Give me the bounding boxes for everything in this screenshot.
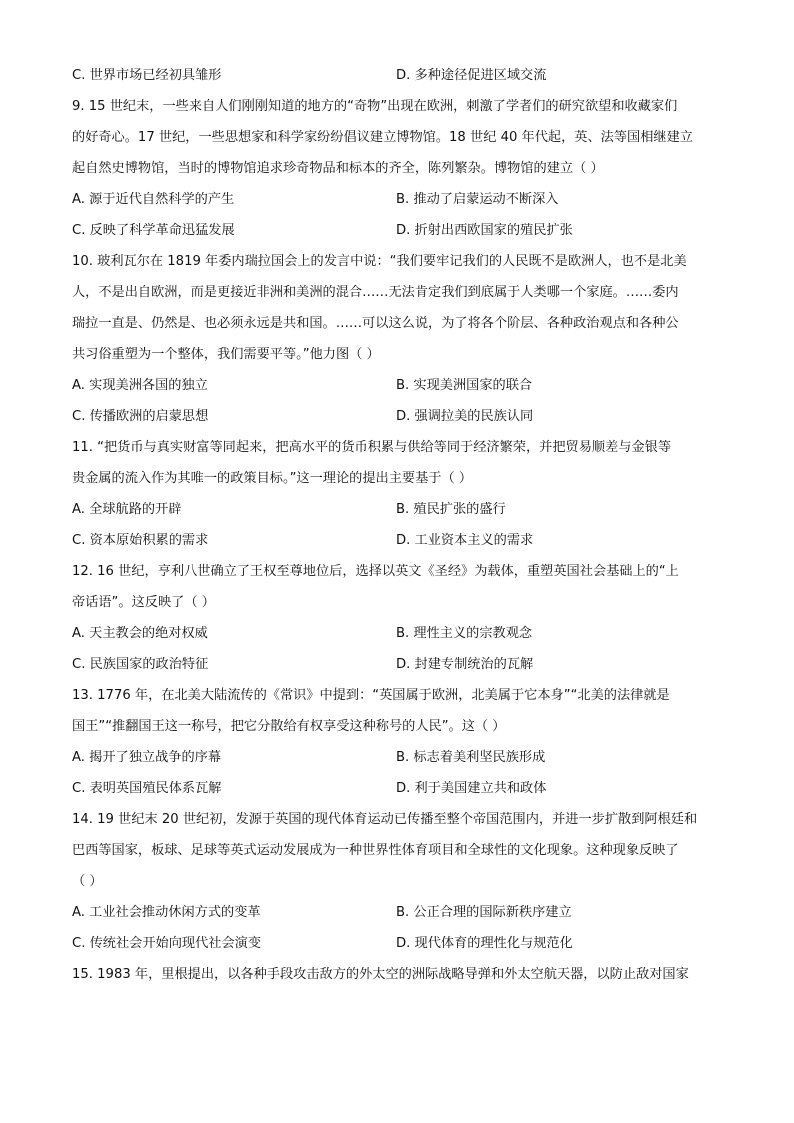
option-left: A. 天主教会的绝对权威 bbox=[72, 626, 208, 641]
option-right: D. 现代体育的理性化与规范化 bbox=[396, 936, 573, 951]
question-stem bbox=[72, 959, 722, 990]
option-left: C. 传播欧洲的启蒙思想 bbox=[72, 409, 209, 424]
option-left: C. 表明英国殖民体系瓦解 bbox=[72, 781, 222, 796]
option-row bbox=[72, 401, 722, 432]
question-line: 起自然史博物馆，当时的博物馆追求珍奇物品和标本的齐全，陈列繁杂。博物馆的建立（ ） bbox=[72, 161, 604, 176]
question-line: 13. 1776 年，在北美大陆流传的《常识》中提到：“英国属于欧洲，北美属于它本身”“北美的法律就是 bbox=[72, 688, 670, 703]
question-line: 11. “把货币与真实财富等同起来，把高水平的货币积累与供给等同于经济繁荣，并把贸易顺差与金银等 bbox=[72, 440, 672, 455]
question-stem bbox=[72, 680, 722, 742]
option-row bbox=[72, 494, 722, 525]
option-row bbox=[72, 742, 722, 773]
question-line: 10. 玻利瓦尔在 1819 年委内瑞拉国会上的发言中说：“我们要牢记我们的人民既不是欧洲人，也不是北美 bbox=[72, 254, 687, 269]
exam-page bbox=[72, 60, 722, 990]
option-row bbox=[72, 618, 722, 649]
option-right: D. 多种途径促进区域交流 bbox=[396, 68, 547, 83]
option-left: A. 揭开了独立战争的序幕 bbox=[72, 750, 222, 765]
option-row bbox=[72, 773, 722, 804]
question-line: 9. 15 世纪末，一些来自人们刚刚知道的地方的“奇物”出现在欧洲，刺激了学者们的研究欲望和收藏家们 bbox=[72, 99, 678, 114]
question-line: 贵金属的流入作为其唯一的政策目标。”这一理论的提出主要基于（ ） bbox=[72, 471, 473, 486]
option-left: C. 资本原始积累的需求 bbox=[72, 533, 209, 548]
question-line: 的好奇心。17 世纪，一些思想家和科学家纷纷倡议建立博物馆。18 世纪 40 年代起，英、法等国相继建立 bbox=[72, 130, 693, 145]
option-left: A. 源于近代自然科学的产生 bbox=[72, 192, 235, 207]
option-left: A. 工业社会推动休闲方式的变革 bbox=[72, 905, 261, 920]
option-left: A. 全球航路的开辟 bbox=[72, 502, 182, 517]
question-line: 共习俗重塑为一个整体，我们需要平等。”他力图（ ） bbox=[72, 347, 380, 362]
question-line: 巴西等国家，板球、足球等英式运动发展成为一种世界性体育项目和全球性的文化现象。这种现象反映了 bbox=[72, 843, 679, 858]
question-line: 15. 1983 年，里根提出，以各种手段攻击敌方的外太空的洲际战略导弹和外太空航天器，以防止敌对国家 bbox=[72, 967, 689, 982]
option-row bbox=[72, 897, 722, 928]
option-row bbox=[72, 370, 722, 401]
option-right: D. 封建专制统治的瓦解 bbox=[396, 657, 534, 672]
question-stem bbox=[72, 804, 722, 897]
option-row bbox=[72, 215, 722, 246]
option-row bbox=[72, 525, 722, 556]
option-left: C. 民族国家的政治特征 bbox=[72, 657, 209, 672]
question-line: 国王”“推翻国王这一称号，把它分散给有权享受这种称号的人民”。这（ ） bbox=[72, 719, 506, 734]
question-stem bbox=[72, 556, 722, 618]
question-line: 人，不是出自欧洲，而是更接近非洲和美洲的混合……无法肯定我们到底属于人类哪一个家庭。……委内 bbox=[72, 285, 679, 300]
option-right: B. 殖民扩张的盛行 bbox=[396, 502, 506, 517]
question-line: （ ） bbox=[72, 874, 103, 889]
option-right: B. 推动了启蒙运动不断深入 bbox=[396, 192, 559, 207]
option-right: B. 理性主义的宗教观念 bbox=[396, 626, 533, 641]
option-row bbox=[72, 928, 722, 959]
option-right: D. 利于美国建立共和政体 bbox=[396, 781, 547, 796]
option-right: D. 强调拉美的民族认同 bbox=[396, 409, 534, 424]
question-line: 帝话语”。这反映了（ ） bbox=[72, 595, 215, 610]
question-stem bbox=[72, 432, 722, 494]
option-right: B. 实现美洲国家的联合 bbox=[396, 378, 533, 393]
option-row bbox=[72, 184, 722, 215]
option-right: D. 折射出西欧国家的殖民扩张 bbox=[396, 223, 573, 238]
option-left: C. 世界市场已经初具雏形 bbox=[72, 68, 222, 83]
option-left: A. 实现美洲各国的独立 bbox=[72, 378, 208, 393]
question-line: 14. 19 世纪末 20 世纪初，发源于英国的现代体育运动已传播至整个帝国范围内，并进一步扩散到阿根廷和 bbox=[72, 812, 698, 827]
option-row bbox=[72, 60, 722, 91]
question-line: 瑞拉一直是、仍然是、也必须永远是共和国。……可以这么说，为了将各个阶层、各种政治观点和各种公 bbox=[72, 316, 679, 331]
option-right: B. 标志着美利坚民族形成 bbox=[396, 750, 546, 765]
question-line: 12. 16 世纪，亨利八世确立了王权至尊地位后，选择以英文《圣经》为载体，重塑英国社会基础上的“上 bbox=[72, 564, 679, 579]
option-left: C. 传统社会开始向现代社会演变 bbox=[72, 936, 262, 951]
question-stem bbox=[72, 91, 722, 184]
option-row bbox=[72, 649, 722, 680]
question-stem bbox=[72, 246, 722, 370]
option-left: C. 反映了科学革命迅猛发展 bbox=[72, 223, 235, 238]
option-right: D. 工业资本主义的需求 bbox=[396, 533, 534, 548]
option-right: B. 公正合理的国际新秩序建立 bbox=[396, 905, 572, 920]
